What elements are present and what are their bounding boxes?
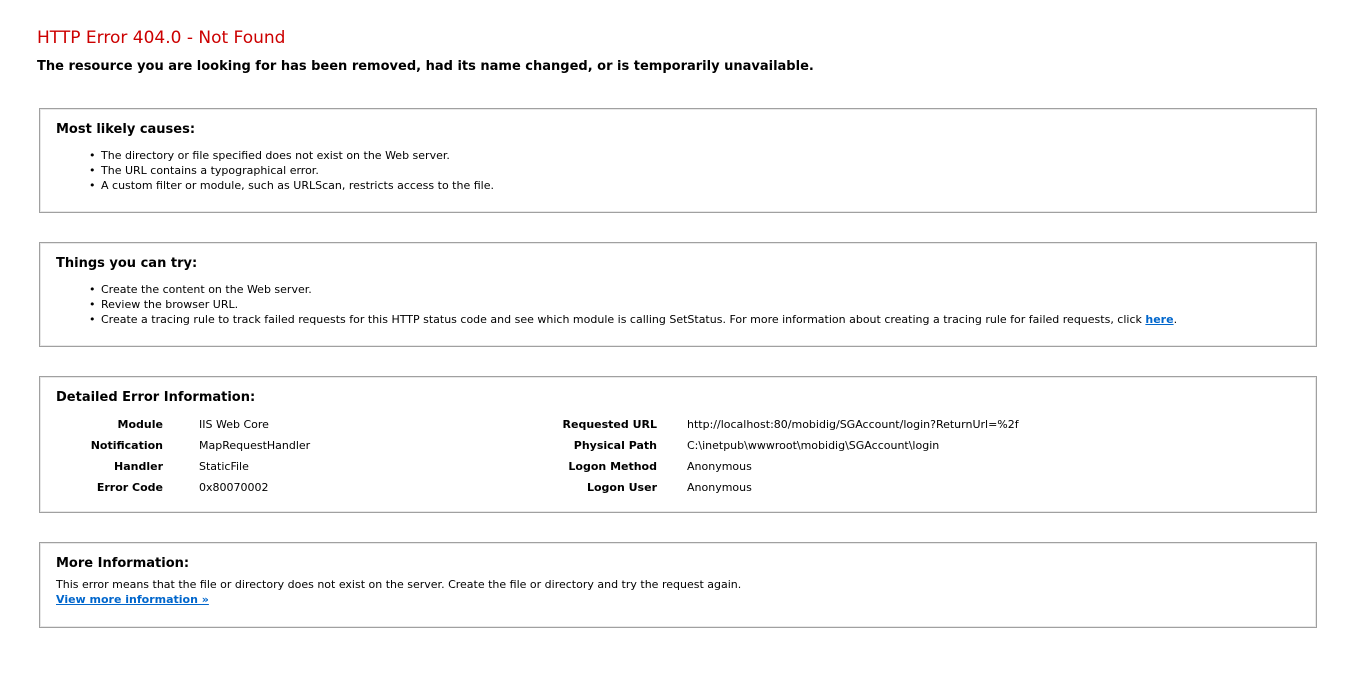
- more-heading: More Information:: [56, 556, 190, 571]
- view-more-information-link[interactable]: View more information »: [56, 593, 209, 606]
- more-text: This error means that the file or directory does not exist on the server. Create the file or directory and try the request again.: [56, 578, 742, 591]
- list-item-tracing: [101, 312, 1300, 327]
- logon-user-label: Logon User: [586, 481, 657, 494]
- things-to-try-panel: [39, 242, 1317, 347]
- try-heading: Things you can try:: [56, 256, 198, 271]
- details-table: [56, 417, 1300, 517]
- list-item: • The directory or file specified does not exist on the Web server.: [101, 148, 1300, 163]
- try-list: [56, 282, 1300, 327]
- list-item: • The URL contains a typographical error.: [101, 163, 1300, 178]
- causes-panel: [39, 108, 1317, 213]
- causes-heading: Most likely causes:: [56, 122, 196, 137]
- list-item: • A custom filter or module, such as URLScan, restricts access to the file.: [101, 178, 1300, 193]
- handler-label: Handler: [114, 460, 163, 473]
- list-item: • Review the browser URL.: [101, 297, 1300, 312]
- table-row: [56, 480, 1300, 496]
- notification-label: Notification: [90, 439, 163, 452]
- error-header: [37, 26, 1327, 75]
- physical-path-value: C:\inetpub\wwwroot\mobidig\SGAccount\login: [687, 439, 940, 452]
- logon-method-label: Logon Method: [568, 460, 657, 473]
- module-label: Module: [117, 418, 163, 431]
- more-description: [56, 577, 1300, 607]
- handler-value: StaticFile: [199, 460, 249, 473]
- module-value: IIS Web Core: [199, 418, 269, 431]
- page-subtitle: The resource you are looking for has been removed, had its name changed, or is temporarily unavailable.: [37, 59, 814, 74]
- requested-url-label: Requested URL: [562, 418, 657, 431]
- notification-value: MapRequestHandler: [199, 439, 311, 452]
- page-title: HTTP Error 404.0 - Not Found: [37, 28, 286, 48]
- error-code-label: Error Code: [96, 481, 163, 494]
- tracing-text: Create a tracing rule to track failed requests for this HTTP status code and see which module is calling SetStatus. For more information about creating a tracing rule for failed requests, click: [101, 313, 1146, 326]
- causes-list: [56, 148, 1300, 193]
- list-item: • Create the content on the Web server.: [101, 282, 1300, 297]
- requested-url-value: http://localhost:80/mobidig/SGAccount/login?ReturnUrl=%2f: [687, 418, 1019, 431]
- details-heading: Detailed Error Information:: [56, 390, 256, 405]
- table-row: [56, 438, 1300, 454]
- error-code-value: 0x80070002: [199, 481, 269, 494]
- table-row: [56, 417, 1300, 433]
- physical-path-label: Physical Path: [573, 439, 657, 452]
- detailed-error-panel: [39, 376, 1317, 513]
- logon-method-value: Anonymous: [687, 460, 752, 473]
- trailing-period: .: [1173, 313, 1178, 326]
- logon-user-value: Anonymous: [687, 481, 752, 494]
- table-row: [56, 459, 1300, 475]
- more-information-panel: [39, 542, 1317, 628]
- here-link[interactable]: here: [1145, 313, 1174, 326]
